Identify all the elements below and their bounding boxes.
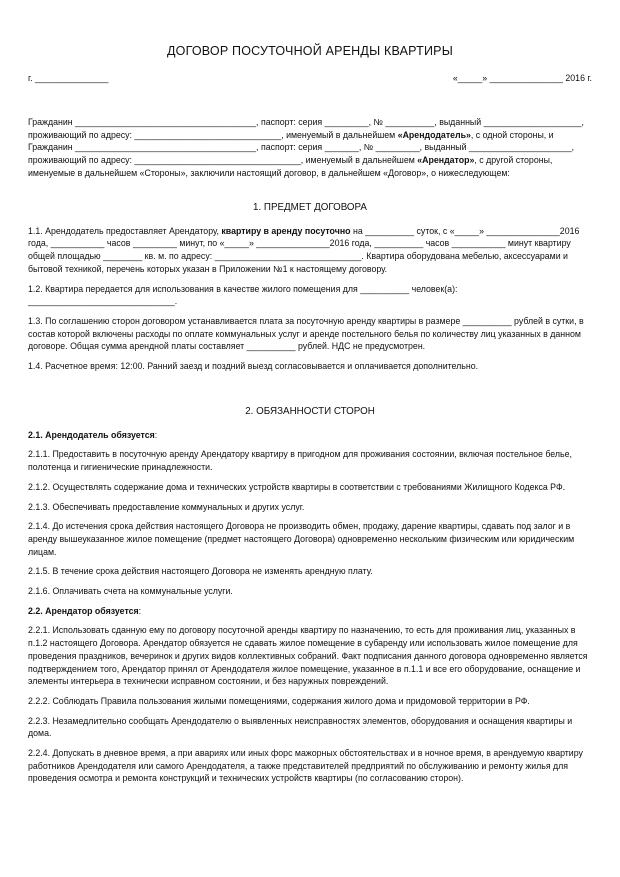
clause-2-1-6: 2.1.6. Оплачивать счета на коммунальные услуги.	[28, 586, 233, 597]
clause-2-2-heading: 2.2. Арендатор обязуется:	[28, 605, 142, 616]
section-2-heading: 2. ОБЯЗАННОСТИ СТОРОН	[245, 406, 375, 417]
clause-2-1-1: 2.1.1. Предоставить в посуточную аренду Арендатору квартиру в пригодном для проживания состоянии, включая постельное белье, полотенца и гигиенические принадлежности.	[28, 449, 572, 473]
preamble-paragraph: Гражданин _____________________________________, паспорт: серия _________, № __________, выданный ____________________, проживающий по адресу: ______________________________, именуемый в дальнейшем «Арендодатель», с одной стороны, и Гражданин _____________________________________, паспорт: серия _______, № _________, выданный _____________________, проживающий по адресу: __________________________________, именуемый в дальнейшем «Арендатор», с другой стороны, именуемые в дальнейшем «Стороны», заключили настоящий договор, в дальнейшем «Договор», о нижеследующем:	[28, 117, 584, 178]
clause-1-1: 1.1. Арендодатель предоставляет Арендатору, квартиру в аренду посуточно на __________ суток, с «_____» _______________2016 года, ___________ часов _________ минут, по «_____» _______________2016 года, __________ часов ___________ минут квартиру общей площадью ________ кв. м. по адресу: ______________________________. Квартира оборудована мебелью, аксессуарами и бытовой техникой, перечень которых указан в Приложении №1 к настоящему договору.	[28, 225, 580, 274]
clause-2-2-2: 2.2.2. Соблюдать Правила пользования жилыми помещениями, содержания жилого дома и придомовой территории в РФ.	[28, 695, 530, 706]
place-date-line	[28, 73, 592, 83]
clause-1-3: 1.3. По соглашению сторон договором устанавливается плата за посуточную аренду квартиры в размере __________ рублей в сутки, в состав которой включены расходы по оплате коммунальных услуг и аренде постельного белья по количеству лиц указанных в данном договоре. Общая сумма арендной платы составляет __________ рублей. НДС не предусмотрен.	[28, 315, 584, 352]
clause-2-1-2: 2.1.2. Осуществлять содержание дома и технических устройств квартиры в соответствии с требованиями Жилищного Кодекса РФ.	[28, 481, 566, 492]
clause-2-1-3: 2.1.3. Обеспечивать предоставление коммунальных и других услуг.	[28, 501, 305, 512]
document-title: ДОГОВОР ПОСУТОЧНОЙ АРЕНДЫ КВАРТИРЫ	[167, 44, 453, 58]
place-field: г. _______________	[28, 73, 109, 83]
clause-1-4: 1.4. Расчетное время: 12:00. Ранний заезд и поздний выезд согласовывается и оплачивается дополнительно.	[28, 361, 479, 372]
clause-2-2-1: 2.2.1. Использовать сданную ему по договору посуточной аренды квартиру по назначению, то есть для проживания лиц, указанных в п.1.2 настоящего Договора. Арендатор обязуется не сдавать жилое помещение в субаренду или использовать жилое помещение для проведения праздников, вечеринок и других видов коллективных собраний. Факт подписания данного договора одновременно является подтверждением того, Арендатор принял от Арендодателя жилое помещение, указанное в п.1.1 и все его оборудование, оснащение и элементы интерьера в технически исправном состоянии, и без наружных повреждений.	[28, 625, 588, 687]
clause-2-1-5: 2.1.5. В течение срока действия настоящего Договора не изменять арендную плату.	[28, 566, 373, 577]
section-obligations	[28, 406, 592, 792]
clause-2-2-3: 2.2.3. Незамедлительно сообщать Арендодателю о выявленных неисправностях элементов, оборудования и оснащения квартиры и дома.	[28, 715, 573, 739]
clause-1-2: 1.2. Квартира передается для использования в качестве жилого помещения для __________ человек(а): ______________________________.	[28, 283, 458, 307]
party-landlord: «Арендодатель»	[397, 129, 471, 140]
clause-2-1-4: 2.1.4. До истечения срока действия настоящего Договора не производить обмен, продажу, дарение квартиры, сдавать под залог и в аренду вышеуказанное жилое помещение (предмет настоящего Договора) одновременно нескольким физическим или юридическим лицам.	[28, 521, 575, 557]
preamble	[28, 116, 592, 187]
party-tenant: «Арендатор»	[417, 155, 475, 166]
date-field: «_____» _______________ 2016 г.	[452, 73, 592, 83]
section-subject	[28, 202, 592, 380]
clause-2-2-4: 2.2.4. Допускать в дневное время, а при авариях или иных форс мажорных обстоятельствах и в ночное время, в арендуемую квартиру работников Арендодателя или самого Арендодателя, а также представителей предприятий по обслуживанию и ремонту жилья для проведения осмотра и ремонта конструкций и технических устройств квартиры (по согласованию сторон).	[28, 748, 583, 784]
section-1-heading: 1. ПРЕДМЕТ ДОГОВОРА	[253, 202, 367, 213]
clause-2-1-heading: 2.1. Арендодатель обязуется:	[28, 429, 158, 440]
